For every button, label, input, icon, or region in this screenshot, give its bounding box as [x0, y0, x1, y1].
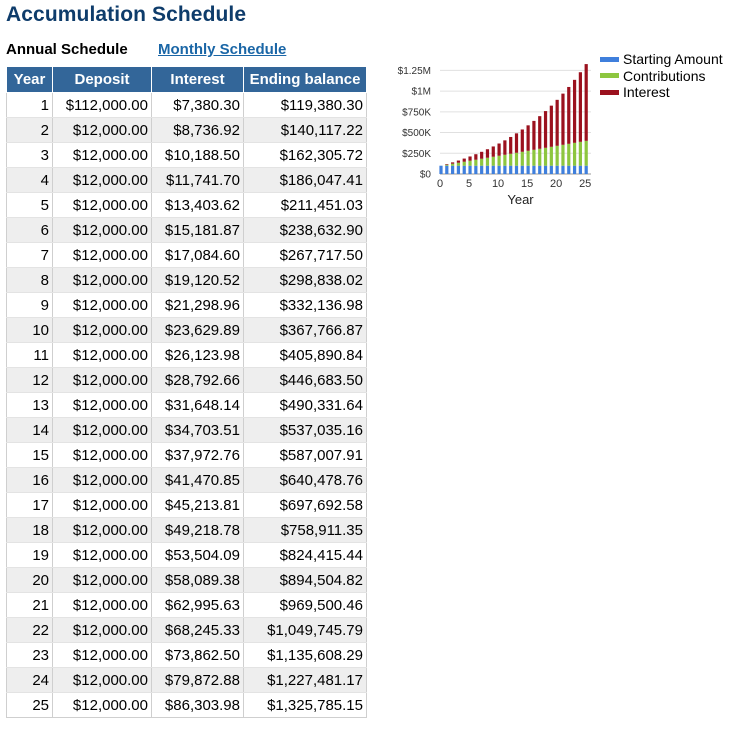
cell-year: 23	[7, 643, 53, 668]
cell-ending-balance: $969,500.46	[244, 593, 367, 618]
bar-starting-amount	[457, 166, 460, 174]
bar-starting-amount	[585, 166, 588, 174]
cell-deposit: $12,000.00	[53, 593, 152, 618]
bar-contributions	[497, 156, 500, 166]
bar-interest	[579, 72, 582, 142]
cell-deposit: $12,000.00	[53, 368, 152, 393]
x-tick-label: 15	[520, 178, 534, 190]
bar-contributions	[480, 159, 483, 166]
cell-year: 17	[7, 493, 53, 518]
bar-interest	[503, 140, 506, 154]
legend-label: Interest	[623, 84, 670, 100]
cell-year: 22	[7, 618, 53, 643]
bar-interest	[445, 164, 448, 165]
legend-item-interest	[600, 84, 723, 101]
cell-deposit: $12,000.00	[53, 268, 152, 293]
bar-starting-amount	[480, 166, 483, 174]
cell-year: 24	[7, 668, 53, 693]
table-row	[7, 693, 367, 718]
cell-deposit: $12,000.00	[53, 118, 152, 143]
cell-deposit: $12,000.00	[53, 568, 152, 593]
bar-starting-amount	[463, 166, 466, 174]
cell-deposit: $12,000.00	[53, 518, 152, 543]
legend-item-contributions	[600, 68, 723, 85]
bar-contributions	[451, 164, 454, 166]
x-axis-title: Year	[507, 192, 534, 207]
table-row	[7, 593, 367, 618]
cell-interest: $73,862.50	[152, 643, 244, 668]
bar-starting-amount	[509, 166, 512, 174]
y-tick-label: $1.25M	[397, 65, 431, 77]
column-header-ending-balance: Ending balance	[244, 67, 367, 93]
cell-ending-balance: $332,136.98	[244, 293, 367, 318]
cell-ending-balance: $1,227,481.17	[244, 668, 367, 693]
cell-ending-balance: $894,504.82	[244, 568, 367, 593]
table-header-row	[7, 67, 367, 93]
cell-deposit: $12,000.00	[53, 343, 152, 368]
cell-ending-balance: $446,683.50	[244, 368, 367, 393]
cell-ending-balance: $824,415.44	[244, 543, 367, 568]
x-tick-label: 25	[579, 178, 592, 190]
cell-deposit: $112,000.00	[53, 93, 152, 118]
cell-deposit: $12,000.00	[53, 468, 152, 493]
cell-year: 11	[7, 343, 53, 368]
cell-year: 15	[7, 443, 53, 468]
cell-year: 16	[7, 468, 53, 493]
bar-contributions	[532, 150, 535, 166]
cell-year: 25	[7, 693, 53, 718]
table-row	[7, 418, 367, 443]
bar-contributions	[521, 152, 524, 166]
cell-ending-balance: $238,632.90	[244, 218, 367, 243]
cell-interest: $79,872.88	[152, 668, 244, 693]
bar-interest	[463, 159, 466, 162]
table-row	[7, 218, 367, 243]
cell-interest: $41,470.85	[152, 468, 244, 493]
cell-interest: $58,089.38	[152, 568, 244, 593]
cell-deposit: $12,000.00	[53, 318, 152, 343]
table-row	[7, 468, 367, 493]
bar-starting-amount	[515, 166, 518, 174]
cell-year: 3	[7, 143, 53, 168]
cell-ending-balance: $186,047.41	[244, 168, 367, 193]
bar-interest	[585, 64, 588, 141]
cell-year: 12	[7, 368, 53, 393]
cell-interest: $11,741.70	[152, 168, 244, 193]
bar-starting-amount	[439, 166, 442, 174]
table-row	[7, 568, 367, 593]
bar-contributions	[567, 144, 570, 166]
y-tick-label: $1M	[411, 86, 431, 98]
cell-year: 6	[7, 218, 53, 243]
table-row	[7, 493, 367, 518]
bar-contributions	[445, 165, 448, 166]
y-tick-label: $250K	[402, 148, 431, 160]
bar-starting-amount	[492, 166, 495, 174]
table-row	[7, 643, 367, 668]
growth-chart	[385, 46, 600, 211]
cell-year: 7	[7, 243, 53, 268]
bar-contributions	[509, 154, 512, 166]
cell-interest: $62,995.63	[152, 593, 244, 618]
column-header-interest: Interest	[152, 67, 244, 93]
legend-swatch-contributions	[600, 73, 619, 78]
bar-interest	[457, 161, 460, 163]
bar-interest	[567, 87, 570, 144]
cell-ending-balance: $162,305.72	[244, 143, 367, 168]
bar-contributions	[503, 155, 506, 166]
cell-interest: $68,245.33	[152, 618, 244, 643]
cell-interest: $13,403.62	[152, 193, 244, 218]
cell-interest: $31,648.14	[152, 393, 244, 418]
cell-interest: $17,084.60	[152, 243, 244, 268]
bar-interest	[474, 154, 477, 160]
bar-interest	[573, 80, 576, 143]
bar-contributions	[544, 148, 547, 166]
cell-year: 8	[7, 268, 53, 293]
cell-ending-balance: $640,478.76	[244, 468, 367, 493]
cell-year: 9	[7, 293, 53, 318]
tab-annual-schedule[interactable]: Annual Schedule	[6, 41, 128, 58]
bar-starting-amount	[532, 166, 535, 174]
cell-interest: $8,736.92	[152, 118, 244, 143]
cell-deposit: $12,000.00	[53, 493, 152, 518]
bar-starting-amount	[521, 166, 524, 174]
cell-year: 20	[7, 568, 53, 593]
bar-contributions	[527, 151, 530, 166]
cell-ending-balance: $267,717.50	[244, 243, 367, 268]
bar-starting-amount	[468, 166, 471, 174]
bar-contributions	[579, 142, 582, 166]
cell-deposit: $12,000.00	[53, 443, 152, 468]
bar-starting-amount	[544, 166, 547, 174]
table-row	[7, 368, 367, 393]
table-row	[7, 118, 367, 143]
table-row	[7, 518, 367, 543]
cell-interest: $86,303.98	[152, 693, 244, 718]
cell-year: 4	[7, 168, 53, 193]
cell-ending-balance: $537,035.16	[244, 418, 367, 443]
cell-interest: $15,181.87	[152, 218, 244, 243]
column-header-deposit: Deposit	[53, 67, 152, 93]
bar-starting-amount	[538, 166, 541, 174]
y-tick-label: $750K	[402, 107, 431, 119]
bar-interest	[521, 129, 524, 151]
bar-contributions	[573, 143, 576, 166]
bar-interest	[480, 152, 483, 159]
cell-ending-balance: $140,117.22	[244, 118, 367, 143]
bar-starting-amount	[556, 166, 559, 174]
cell-ending-balance: $119,380.30	[244, 93, 367, 118]
cell-deposit: $12,000.00	[53, 168, 152, 193]
bar-starting-amount	[497, 166, 500, 174]
bar-starting-amount	[579, 166, 582, 174]
cell-interest: $26,123.98	[152, 343, 244, 368]
cell-ending-balance: $211,451.03	[244, 193, 367, 218]
table-row	[7, 618, 367, 643]
cell-deposit: $12,000.00	[53, 243, 152, 268]
cell-year: 21	[7, 593, 53, 618]
bar-contributions	[515, 153, 518, 166]
cell-ending-balance: $367,766.87	[244, 318, 367, 343]
bar-starting-amount	[567, 166, 570, 174]
bar-interest	[556, 100, 559, 146]
cell-interest: $45,213.81	[152, 493, 244, 518]
table-row	[7, 193, 367, 218]
bar-interest	[532, 121, 535, 150]
table-row	[7, 343, 367, 368]
bar-contributions	[474, 160, 477, 166]
cell-year: 5	[7, 193, 53, 218]
table-row	[7, 293, 367, 318]
cell-deposit: $12,000.00	[53, 293, 152, 318]
bar-interest	[451, 162, 454, 163]
bar-starting-amount	[573, 166, 576, 174]
table-row	[7, 318, 367, 343]
table-row	[7, 543, 367, 568]
bar-interest	[538, 116, 541, 149]
bar-contributions	[468, 161, 471, 166]
cell-deposit: $12,000.00	[53, 643, 152, 668]
table-row	[7, 668, 367, 693]
page-title: Accumulation Schedule	[6, 3, 247, 26]
bar-interest	[468, 156, 471, 160]
table-row	[7, 168, 367, 193]
cell-ending-balance: $490,331.64	[244, 393, 367, 418]
cell-year: 13	[7, 393, 53, 418]
cell-interest: $37,972.76	[152, 443, 244, 468]
y-tick-label: $500K	[402, 128, 431, 140]
cell-year: 19	[7, 543, 53, 568]
bar-interest	[527, 125, 530, 150]
cell-ending-balance: $298,838.02	[244, 268, 367, 293]
accumulation-table	[6, 66, 367, 718]
cell-deposit: $12,000.00	[53, 418, 152, 443]
cell-interest: $34,703.51	[152, 418, 244, 443]
cell-deposit: $12,000.00	[53, 543, 152, 568]
column-header-year: Year	[7, 67, 53, 93]
cell-deposit: $12,000.00	[53, 143, 152, 168]
x-tick-label: 10	[491, 178, 505, 190]
cell-interest: $49,218.78	[152, 518, 244, 543]
table-body	[7, 93, 367, 718]
cell-interest: $21,298.96	[152, 293, 244, 318]
bar-interest	[544, 111, 547, 148]
legend-label: Contributions	[623, 67, 706, 84]
x-tick-label: 20	[550, 178, 563, 190]
x-tick-label: 5	[465, 178, 473, 190]
cell-ending-balance: $587,007.91	[244, 443, 367, 468]
table-row	[7, 443, 367, 468]
cell-year: 1	[7, 93, 53, 118]
bar-starting-amount	[486, 166, 489, 174]
bar-starting-amount	[561, 166, 564, 174]
table-row	[7, 243, 367, 268]
bar-interest	[492, 146, 495, 156]
chart-legend	[600, 51, 723, 101]
bar-starting-amount	[451, 166, 454, 174]
y-tick-label: $0	[419, 169, 431, 181]
table-row	[7, 93, 367, 118]
cell-year: 2	[7, 118, 53, 143]
bar-interest	[561, 94, 564, 145]
bar-starting-amount	[527, 166, 530, 174]
legend-swatch-interest	[600, 90, 619, 95]
bar-contributions	[538, 149, 541, 166]
cell-interest: $28,792.66	[152, 368, 244, 393]
cell-deposit: $12,000.00	[53, 393, 152, 418]
bar-starting-amount	[503, 166, 506, 174]
cell-interest: $23,629.89	[152, 318, 244, 343]
bar-starting-amount	[445, 166, 448, 174]
x-tick-label: 0	[436, 178, 444, 190]
cell-deposit: $12,000.00	[53, 618, 152, 643]
cell-deposit: $12,000.00	[53, 693, 152, 718]
cell-deposit: $12,000.00	[53, 193, 152, 218]
cell-ending-balance: $758,911.35	[244, 518, 367, 543]
bar-interest	[515, 133, 518, 152]
bar-starting-amount	[474, 166, 477, 174]
bar-contributions	[585, 141, 588, 166]
bar-contributions	[486, 158, 489, 166]
bar-contributions	[492, 157, 495, 166]
cell-deposit: $12,000.00	[53, 668, 152, 693]
bar-contributions	[463, 162, 466, 166]
cell-interest: $10,188.50	[152, 143, 244, 168]
table-row	[7, 143, 367, 168]
legend-swatch-starting-amount	[600, 57, 619, 62]
cell-ending-balance: $1,049,745.79	[244, 618, 367, 643]
cell-ending-balance: $405,890.84	[244, 343, 367, 368]
table-row	[7, 393, 367, 418]
bar-contributions	[556, 146, 559, 166]
legend-item-starting-amount	[600, 51, 723, 68]
cell-interest: $7,380.30	[152, 93, 244, 118]
bar-contributions	[457, 163, 460, 166]
bar-interest	[497, 144, 500, 156]
cell-ending-balance: $697,692.58	[244, 493, 367, 518]
bar-contributions	[550, 147, 553, 166]
table-row	[7, 268, 367, 293]
tab-monthly-schedule[interactable]: Monthly Schedule	[158, 41, 287, 58]
bar-interest	[486, 149, 489, 158]
cell-deposit: $12,000.00	[53, 218, 152, 243]
bar-interest	[509, 137, 512, 154]
bar-starting-amount	[550, 166, 553, 174]
bar-contributions	[561, 145, 564, 166]
legend-label: Starting Amount	[623, 51, 723, 67]
cell-ending-balance: $1,135,608.29	[244, 643, 367, 668]
cell-year: 10	[7, 318, 53, 343]
cell-ending-balance: $1,325,785.15	[244, 693, 367, 718]
cell-interest: $19,120.52	[152, 268, 244, 293]
cell-year: 14	[7, 418, 53, 443]
cell-interest: $53,504.09	[152, 543, 244, 568]
bar-interest	[550, 106, 553, 147]
cell-year: 18	[7, 518, 53, 543]
